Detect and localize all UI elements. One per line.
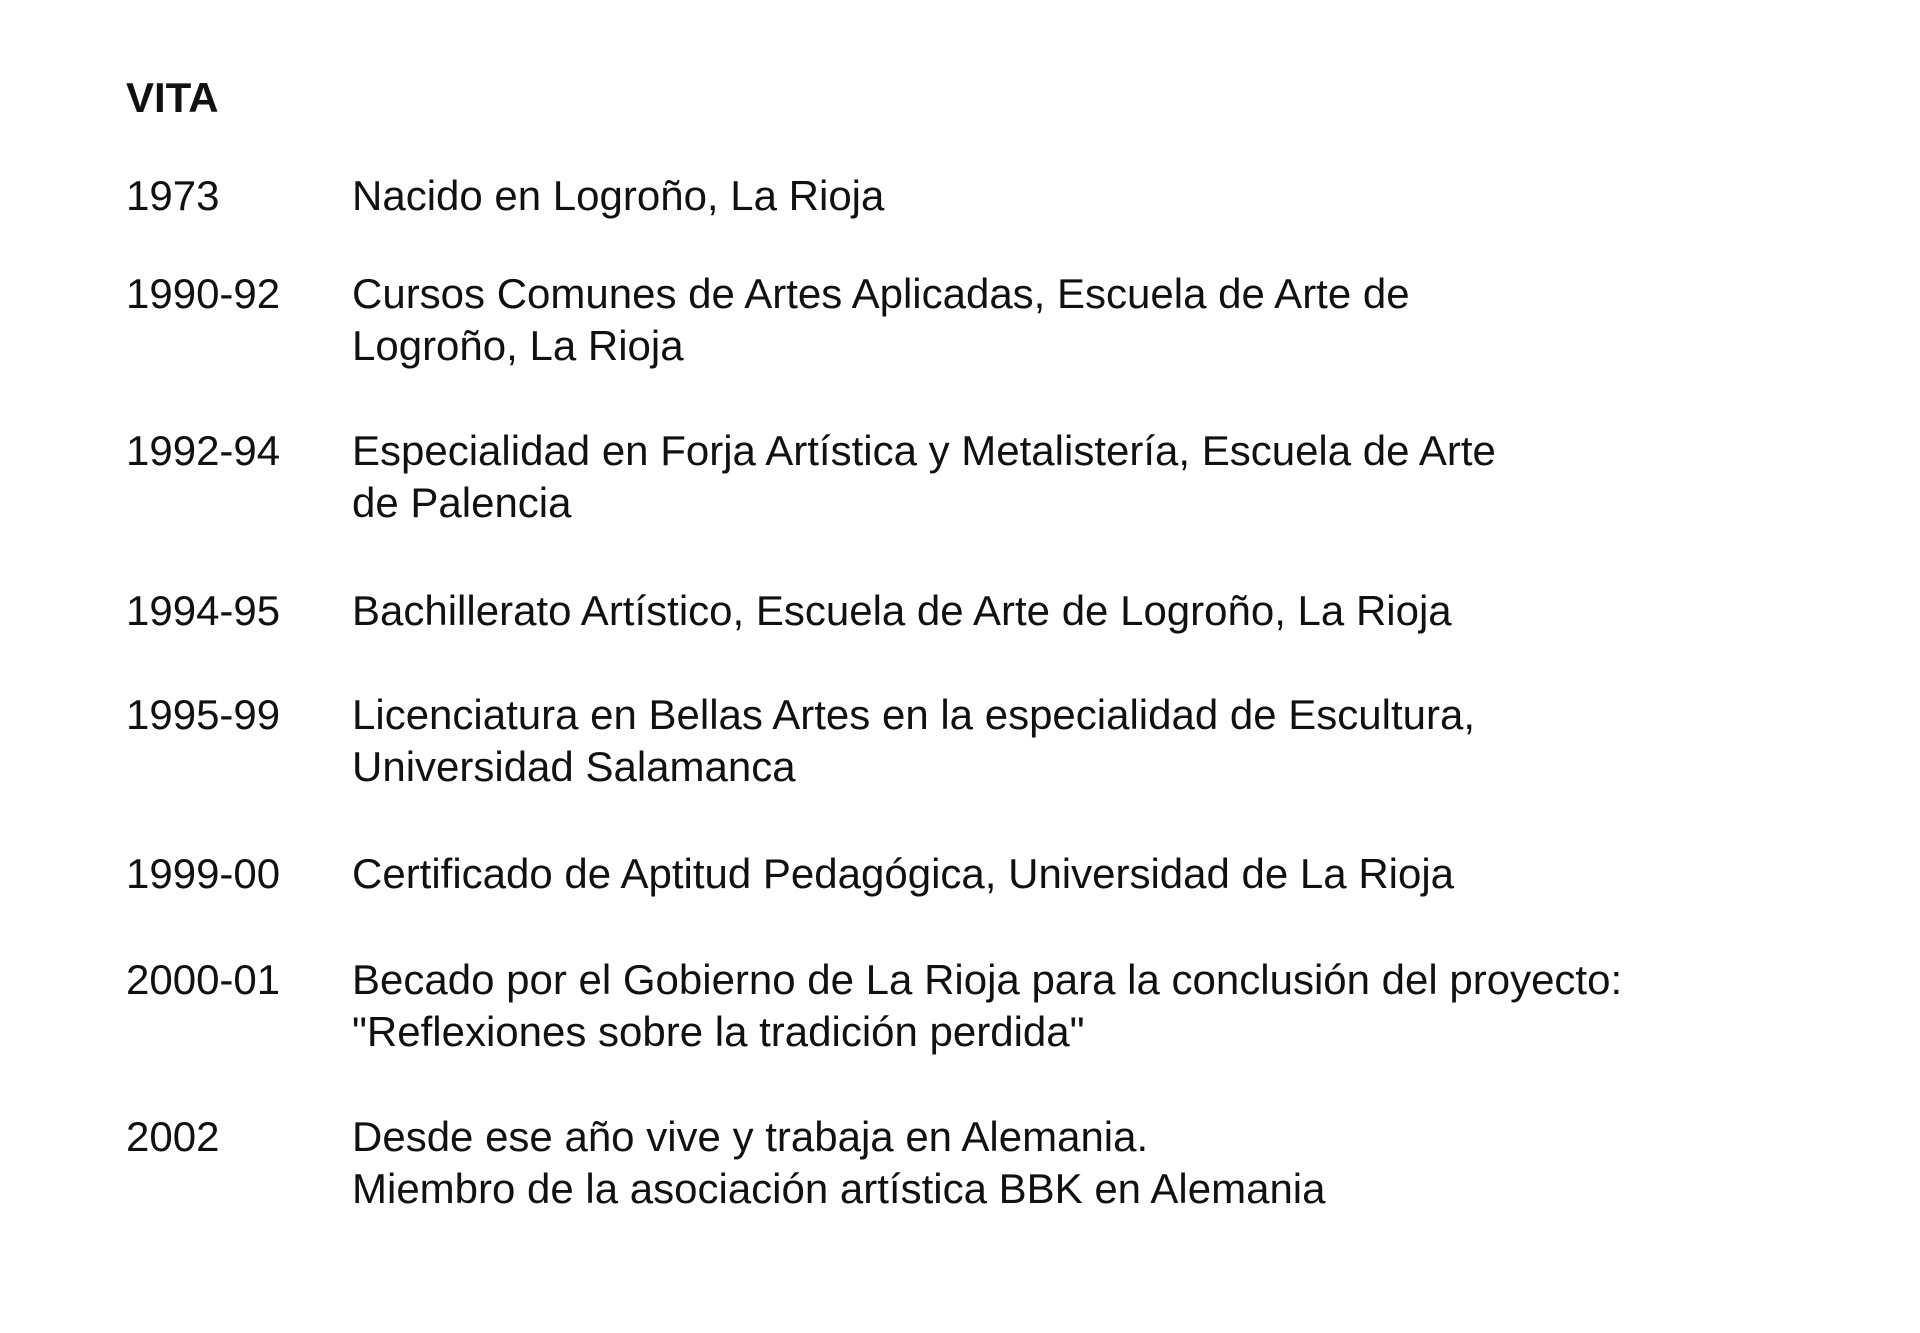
entry-description — [352, 848, 1454, 900]
entry-description — [352, 954, 1622, 1058]
entry-year: 1994-95 — [126, 587, 281, 634]
entry-line: Universidad Salamanca — [352, 743, 796, 790]
entry-description — [352, 1111, 1326, 1215]
entry-line: Miembro de la asociación artística BBK en Alemania — [352, 1165, 1326, 1212]
entry-line: "Reflexiones sobre la tradición perdida" — [352, 1008, 1085, 1055]
entry-year: 1973 — [126, 172, 220, 219]
entry-description — [352, 425, 1496, 529]
entry-description — [352, 170, 884, 222]
entry-line: Licenciatura en Bellas Artes en la especialidad de Escultura, — [352, 691, 1476, 738]
entry-year: 2000-01 — [126, 956, 281, 1003]
entry-year: 2002 — [126, 1113, 220, 1160]
entry-line: Especialidad en Forja Artística y Metalistería, Escuela de Arte — [352, 427, 1496, 474]
entry-year: 1992-94 — [126, 427, 281, 474]
entry-line: Bachillerato Artístico, Escuela de Arte de Logroño, La Rioja — [352, 587, 1452, 634]
entry-description — [352, 689, 1475, 793]
page-title: VITA — [126, 74, 219, 121]
entry-year: 1995-99 — [126, 691, 281, 738]
entry-line: Logroño, La Rioja — [352, 322, 684, 369]
entry-description — [352, 585, 1452, 637]
entry-line: de Palencia — [352, 479, 572, 526]
entry-year: 1999-00 — [126, 850, 281, 897]
entry-description — [352, 268, 1410, 372]
entry-line: Nacido en Logroño, La Rioja — [352, 172, 885, 219]
entry-line: Cursos Comunes de Artes Aplicadas, Escuela de Arte de — [352, 270, 1410, 317]
entry-line: Desde ese año vive y trabaja en Alemania. — [352, 1113, 1149, 1160]
entry-year: 1990-92 — [126, 270, 281, 317]
entry-line: Becado por el Gobierno de La Rioja para la conclusión del proyecto: — [352, 956, 1623, 1003]
entry-line: Certificado de Aptitud Pedagógica, Universidad de La Rioja — [352, 850, 1455, 897]
